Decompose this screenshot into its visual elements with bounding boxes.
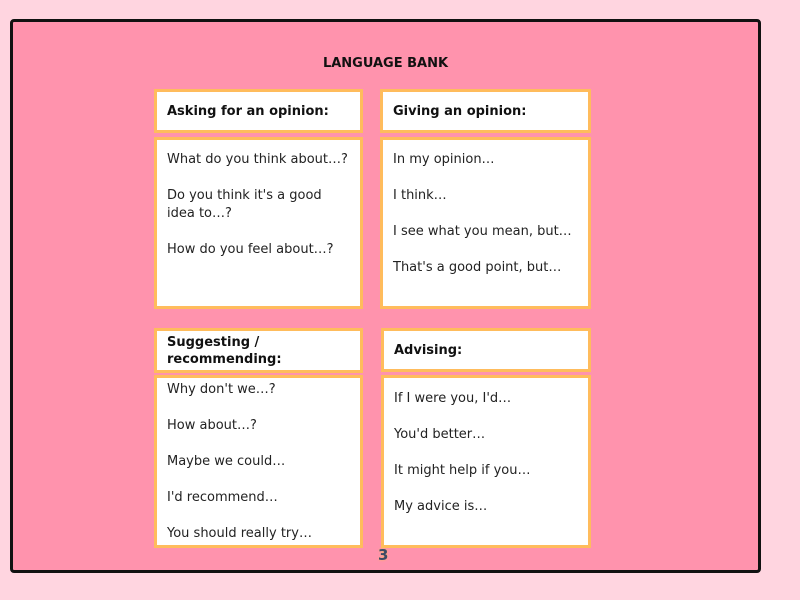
asking-opinion-heading: Asking for an opinion: (154, 89, 363, 133)
suggesting-heading: Suggesting / recommending: (154, 328, 363, 373)
phrase-item: If I were you, I'd… (394, 391, 512, 406)
advising-box (381, 375, 591, 548)
phrase-item: Why don't we…? (167, 382, 276, 397)
phrase-item: In my opinion… (393, 152, 495, 167)
giving-opinion-heading: Giving an opinion: (380, 89, 591, 133)
phrase-item: It might help if you… (394, 463, 531, 478)
phrase-item: That's a good point, but… (393, 260, 562, 275)
phrase-item: I think… (393, 188, 447, 203)
advising-heading: Advising: (381, 328, 591, 372)
phrase-item: How do you feel about…? (167, 242, 334, 257)
phrase-item: Do you think it's a good idea to…? (167, 188, 322, 221)
phrase-item: What do you think about…? (167, 152, 348, 167)
phrase-item: How about…? (167, 418, 257, 433)
page-title: LANGUAGE BANK (322, 56, 449, 71)
asking-opinion-box (154, 137, 363, 309)
phrase-item: My advice is… (394, 499, 488, 514)
phrase-item: You should really try… (167, 526, 312, 541)
phrase-item: Maybe we could… (167, 454, 286, 469)
phrase-item: You'd better… (394, 427, 486, 442)
phrase-item: I'd recommend… (167, 490, 278, 505)
suggesting-box (154, 375, 363, 548)
slide-frame (10, 19, 761, 573)
page-number: 3 (378, 546, 389, 564)
giving-opinion-box (380, 137, 591, 309)
phrase-item: I see what you mean, but… (393, 224, 572, 239)
